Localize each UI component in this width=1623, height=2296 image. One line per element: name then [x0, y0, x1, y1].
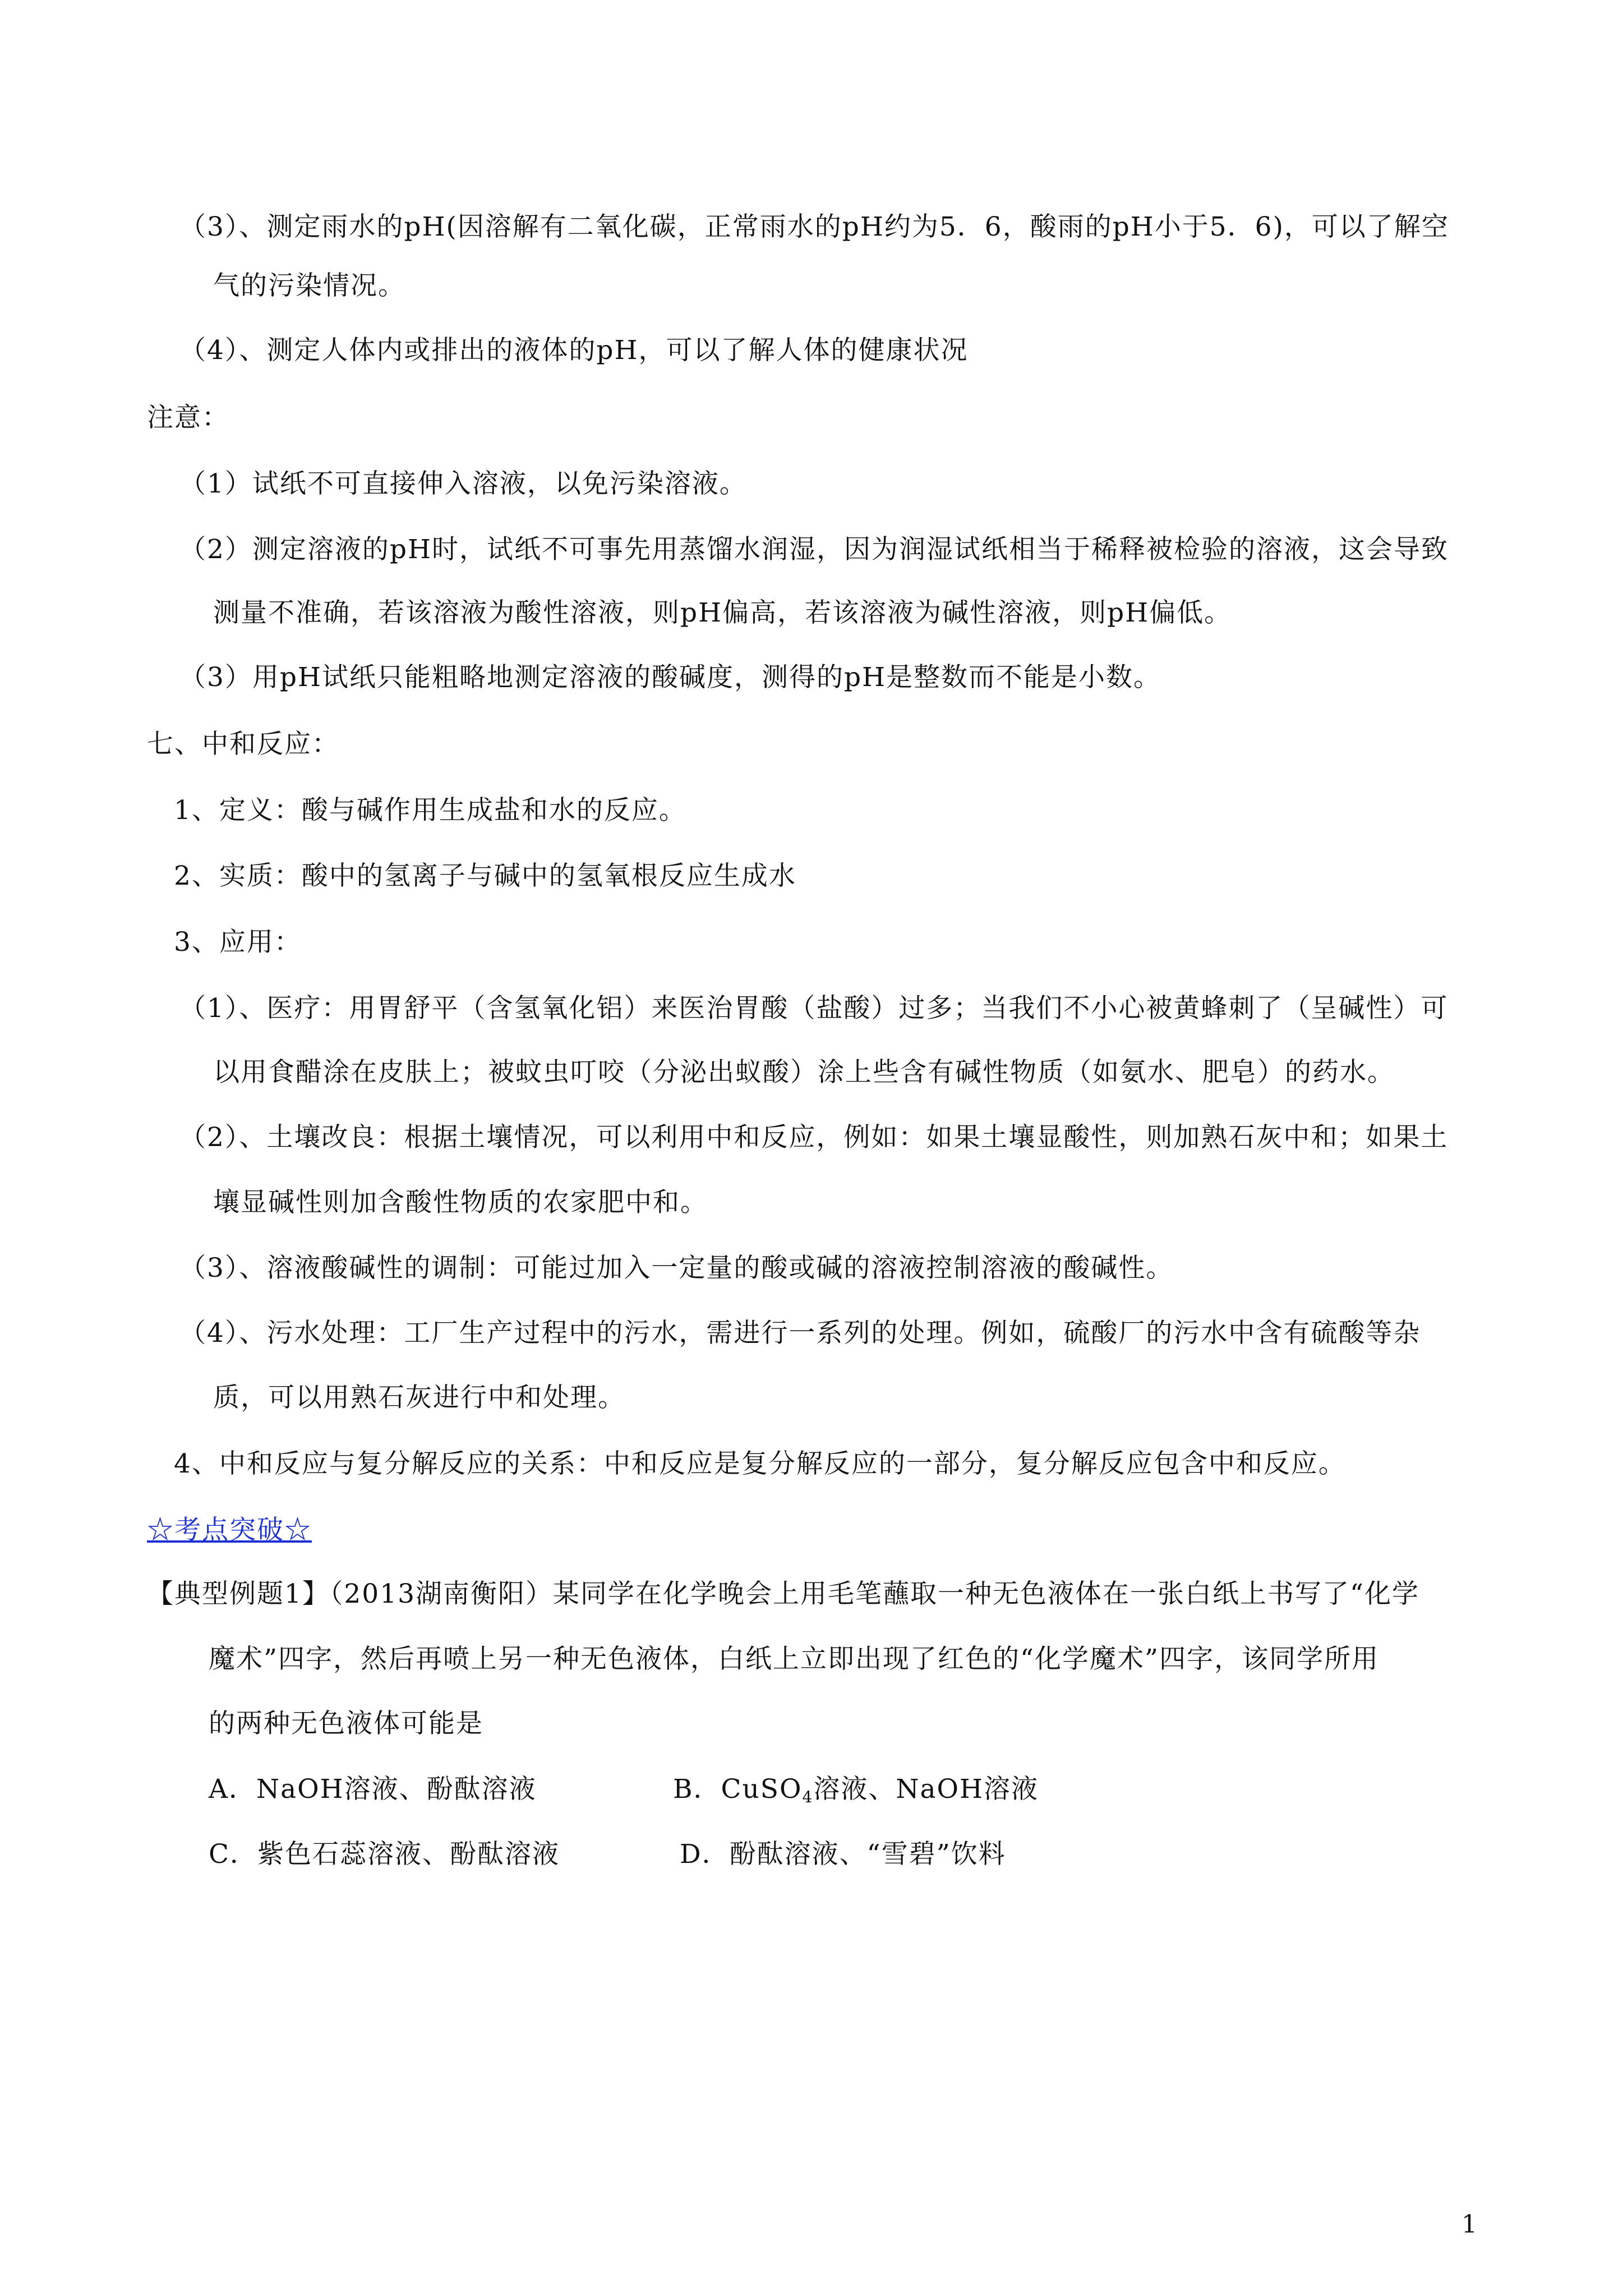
application-2-continued: 壤显碱性则加含酸性物质的农家肥中和。: [213, 1187, 708, 1218]
relation-item: 4、中和反应与复分解反应的关系：中和反应是复分解反应的一部分，复分解反应包含中和反应。: [174, 1448, 1346, 1479]
option-b: [673, 1773, 1039, 1806]
option-b-prefix: B．CuSO: [673, 1774, 803, 1805]
application-4-continued: 质，可以用熟石灰进行中和处理。: [213, 1382, 625, 1413]
note-2-continued: 测量不准确，若该溶液为酸性溶液，则pH偏高，若该溶液为碱性溶液，则pH偏低。: [213, 597, 1232, 628]
use-item-3-continued: 气的污染情况。: [213, 270, 405, 301]
application-heading: 3、应用：: [174, 927, 302, 958]
option-a: A．NaOH溶液、酚酞溶液: [209, 1774, 537, 1805]
example-question-line-1: 【典型例题1】（2013湖南衡阳）某同学在化学晚会上用毛笔蘸取一种无色液体在一张白纸上书写了“化学: [147, 1579, 1420, 1609]
page-number: 1: [1461, 2210, 1477, 2239]
use-item-4: （4）、测定人体内或排出的液体的pH，可以了解人体的健康状况: [179, 335, 969, 366]
note-2: （2）测定溶液的pH时，试纸不可事先用蒸馏水润湿，因为润湿试纸相当于稀释被检验的溶液，这会导致: [179, 534, 1449, 565]
option-b-subscript: 4: [802, 1788, 814, 1806]
application-1: （1）、医疗：用胃舒平（含氢氧化铝）来医治胃酸（盐酸）过多；当我们不小心被黄蜂刺了（呈碱性）可: [179, 993, 1449, 1024]
option-c: C．紫色石蕊溶液、酚酞溶液: [209, 1839, 560, 1870]
example-question-line-3: 的两种无色液体可能是: [209, 1708, 483, 1739]
note-1: （1）试纸不可直接伸入溶液，以免污染溶液。: [179, 468, 747, 499]
option-d: D．酚酞溶液、“雪碧”饮料: [680, 1839, 1006, 1870]
application-4: （4）、污水处理：工厂生产过程中的污水，需进行一系列的处理。例如，硫酸厂的污水中含有硫酸等杂: [179, 1318, 1421, 1349]
application-2: （2）、土壤改良：根据土壤情况，可以利用中和反应，例如：如果土壤显酸性，则加熟石灰中和；如果土: [179, 1122, 1449, 1153]
essence-item: 2、实质：酸中的氢离子与碱中的氢氧根反应生成水: [174, 861, 796, 891]
option-b-suffix: 溶液、NaOH溶液: [813, 1774, 1039, 1805]
use-item-3: （3）、测定雨水的pH(因溶解有二氧化碳，正常雨水的pH约为5．6，酸雨的pH小于5．6)，可以了解空: [179, 211, 1449, 242]
example-question-line-2: 魔术”四字，然后再喷上另一种无色液体，白纸上立即出现了红色的“化学魔术”四字，该同学所用: [209, 1644, 1380, 1674]
exam-highlights-link[interactable]: ☆考点突破☆: [147, 1515, 312, 1545]
note-3: （3）用pH试纸只能粗略地测定溶液的酸碱度，测得的pH是整数而不能是小数。: [179, 662, 1161, 693]
application-1-continued: 以用食醋涂在皮肤上；被蚊虫叮咬（分泌出蚁酸）涂上些含有碱性物质（如氨水、肥皂）的药水。: [213, 1057, 1395, 1088]
notes-heading: 注意：: [147, 402, 229, 433]
section-7-heading: 七、中和反应：: [147, 729, 339, 760]
application-3: （3）、溶液酸碱性的调制：可能过加入一定量的酸或碱的溶液控制溶液的酸碱性。: [179, 1253, 1174, 1283]
definition-item: 1、定义：酸与碱作用生成盐和水的反应。: [174, 795, 686, 826]
